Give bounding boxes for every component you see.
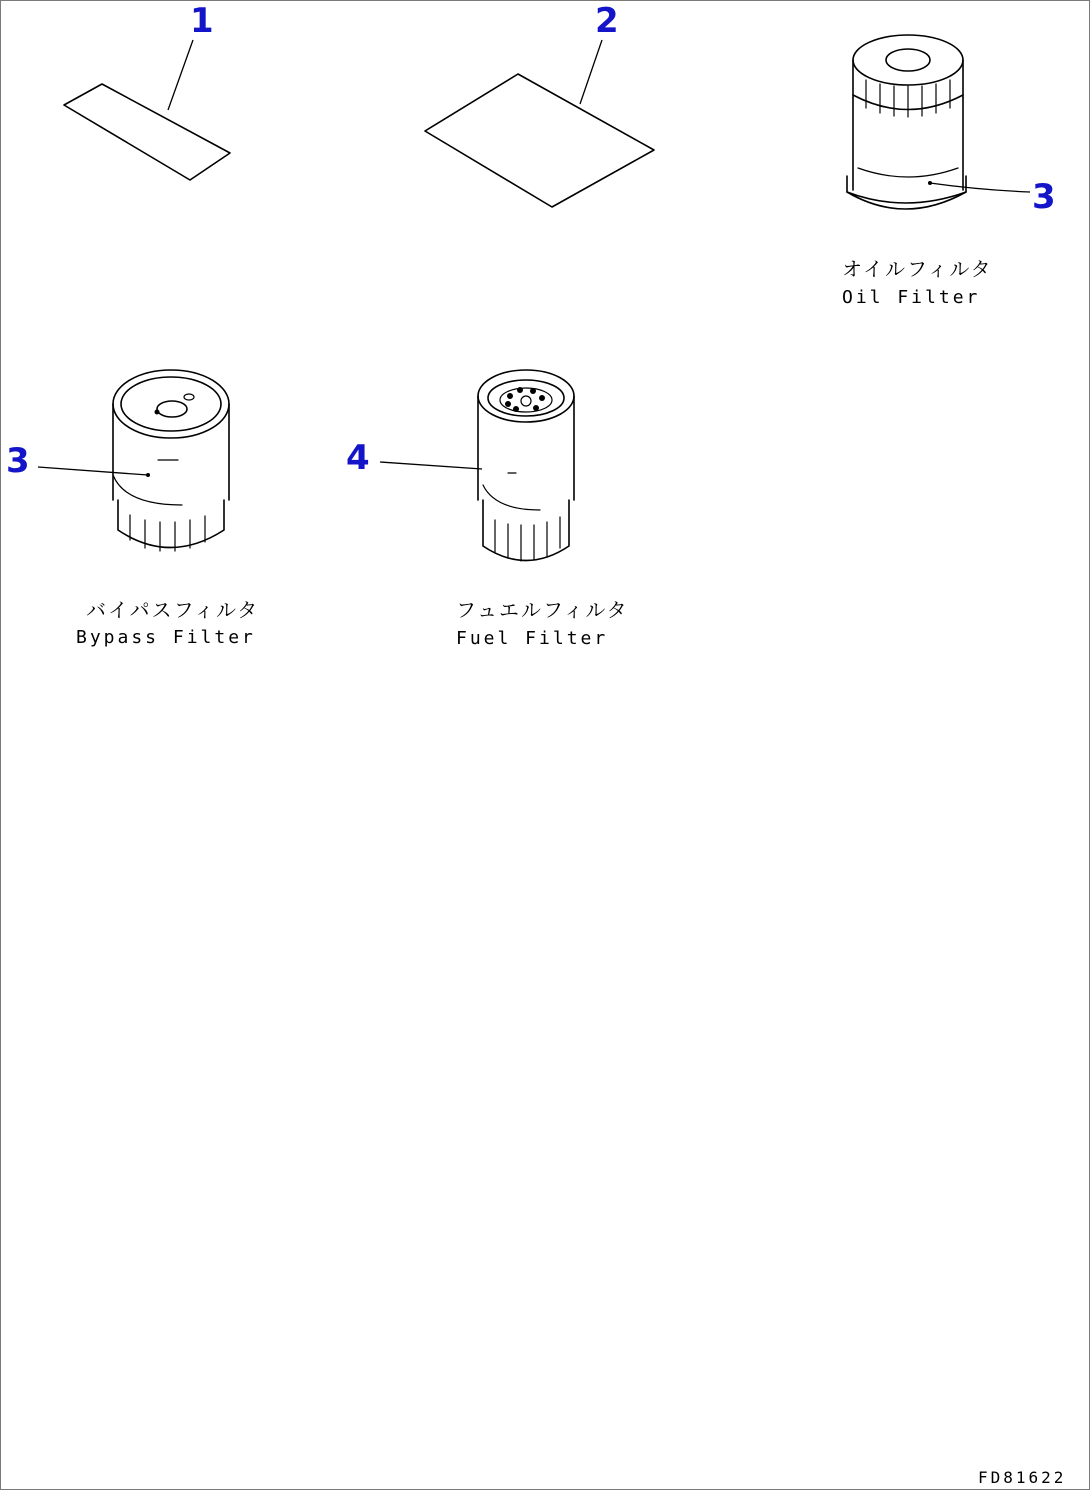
part-1-sheet xyxy=(64,40,230,180)
bypass-filter-drawing xyxy=(38,370,229,551)
callout-4-fuel-filter: 4 xyxy=(346,438,370,478)
fuel-filter-caption-en: Fuel Filter xyxy=(456,628,609,649)
fuel-filter-drawing xyxy=(380,370,574,561)
fuel-filter-caption-jp: フュエルフィルタ xyxy=(456,598,629,622)
bypass-filter-caption-en: Bypass Filter xyxy=(76,627,256,648)
callout-3-oil-filter: 3 xyxy=(1032,177,1056,217)
drawing-number: FD81622 xyxy=(978,1468,1067,1487)
part-2-sheet xyxy=(425,40,654,207)
oil-filter-caption-en: Oil Filter xyxy=(842,287,981,308)
oil-filter-caption-jp: オイルフィルタ xyxy=(842,257,993,281)
callout-2: 2 xyxy=(595,1,619,41)
oil-filter-drawing xyxy=(847,35,1030,209)
callout-3-bypass-filter: 3 xyxy=(6,441,30,481)
bypass-filter-caption-jp: バイパスフィルタ xyxy=(86,598,260,622)
callout-1: 1 xyxy=(190,1,214,41)
